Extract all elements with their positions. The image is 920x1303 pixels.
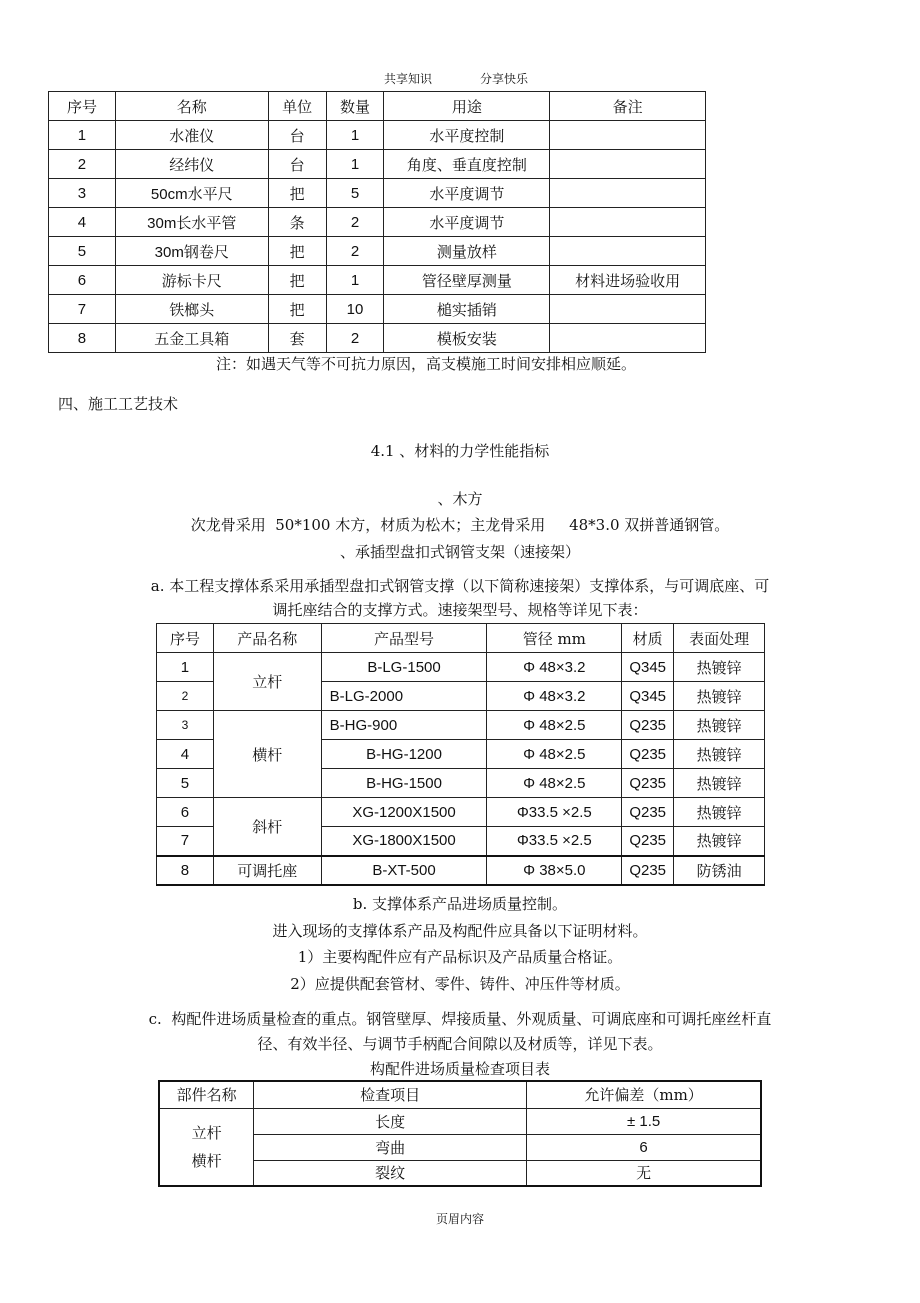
- cell: 2: [326, 324, 384, 353]
- part-name-cell: [159, 1108, 254, 1186]
- cell: B-XT-500: [321, 856, 487, 885]
- paragraph-c-line1: c. 构配件进场质量检查的重点。钢管壁厚、焊接质量、外观质量、可调底座和可调托座丝杆直: [148, 1010, 772, 1028]
- cell: 铁榔头: [115, 295, 268, 324]
- cell: 2: [326, 208, 384, 237]
- cell: 把: [268, 237, 326, 266]
- cell: B-HG-900: [321, 711, 487, 740]
- cell: 30m长水平管: [115, 208, 268, 237]
- wood-text: 次龙骨采用 50*100 木方，材质为松木；主龙骨采用 48*3.0 双拼普通钢管。: [190, 516, 730, 534]
- cell: [550, 324, 706, 353]
- cell: 角度、垂直度控制: [384, 150, 550, 179]
- header-right: 分享快乐: [480, 72, 529, 86]
- table-row: [49, 121, 706, 150]
- header-cell: 材质: [622, 624, 674, 653]
- tools-table: [48, 91, 706, 353]
- section-title: 四、施工工艺技术: [58, 395, 179, 413]
- table-row: [49, 324, 706, 353]
- cell: [550, 295, 706, 324]
- cell: 2: [49, 150, 116, 179]
- part-name-line: 横杆: [191, 1151, 222, 1170]
- header-cell: 数量: [326, 92, 384, 121]
- footer-text: 页眉内容: [435, 1212, 484, 1226]
- cell: Φ 48×3.2: [487, 653, 622, 682]
- table-row: [49, 150, 706, 179]
- cell: Q235: [622, 856, 674, 885]
- cell: 30m钢卷尺: [115, 237, 268, 266]
- table-row: [49, 266, 706, 295]
- cell: [550, 208, 706, 237]
- table-row: [49, 208, 706, 237]
- paragraph-b-text: 进入现场的支撑体系产品及构配件应具备以下证明材料。: [272, 922, 648, 940]
- paragraph-b-title: b. 支撑体系产品进场质量控制。: [352, 895, 568, 913]
- cell: 无: [527, 1160, 761, 1186]
- cell: 槌实插销: [384, 295, 550, 324]
- cell: 把: [268, 266, 326, 295]
- cell: 10: [326, 295, 384, 324]
- cell: Φ 48×2.5: [487, 769, 622, 798]
- cell: 热镀锌: [674, 740, 765, 769]
- cell: [550, 150, 706, 179]
- cell: Φ 48×2.5: [487, 740, 622, 769]
- cell: 6: [527, 1134, 761, 1160]
- cell: 水平度调节: [384, 208, 550, 237]
- header-cell: 检查项目: [254, 1081, 527, 1108]
- cell: 1: [326, 150, 384, 179]
- cell: 6: [157, 798, 214, 827]
- cell: 弯曲: [254, 1134, 527, 1160]
- cell: 1: [49, 121, 116, 150]
- cell: 热镀锌: [674, 798, 765, 827]
- cell: Q235: [622, 711, 674, 740]
- header-cell: 名称: [115, 92, 268, 121]
- cell: 8: [157, 856, 214, 885]
- cell: 热镀锌: [674, 682, 765, 711]
- cell: 50cm水平尺: [115, 179, 268, 208]
- table-row: [157, 711, 765, 740]
- cell: 裂纹: [254, 1160, 527, 1186]
- table-header-row: [157, 624, 765, 653]
- cell: 4: [157, 740, 214, 769]
- group-cell: 斜杆: [213, 798, 321, 856]
- header-cell: 用途: [384, 92, 550, 121]
- cell: 把: [268, 295, 326, 324]
- cell: Φ 48×2.5: [487, 711, 622, 740]
- subsection-title: 4.1 、材料的力学性能指标: [370, 442, 550, 460]
- header-cell: 产品型号: [321, 624, 487, 653]
- cell: 热镀锌: [674, 653, 765, 682]
- header-cell: 管径 mm: [487, 624, 622, 653]
- cell: 长度: [254, 1108, 527, 1134]
- cell: B-HG-1500: [321, 769, 487, 798]
- cell: 台: [268, 121, 326, 150]
- cell: 5: [157, 769, 214, 798]
- check-table-title: 构配件进场质量检查项目表: [369, 1060, 550, 1078]
- cell: XG-1800X1500: [321, 827, 487, 856]
- cell: 把: [268, 179, 326, 208]
- cell: 2: [157, 682, 214, 711]
- cell: 热镀锌: [674, 711, 765, 740]
- cell: B-HG-1200: [321, 740, 487, 769]
- cell: 套: [268, 324, 326, 353]
- table-row: [49, 179, 706, 208]
- cell: Q235: [622, 827, 674, 856]
- paragraph-b-item1: 1）主要构配件应有产品标识及产品质量合格证。: [297, 948, 623, 966]
- cell: 热镀锌: [674, 827, 765, 856]
- header-cell: 单位: [268, 92, 326, 121]
- paragraph-b-item2: 2）应提供配套管材、零件、铸件、冲压件等材质。: [290, 975, 630, 993]
- cell: 游标卡尺: [115, 266, 268, 295]
- header-cell: 部件名称: [159, 1081, 254, 1108]
- paragraph-a-line1: a. 本工程支撑体系采用承插型盘扣式钢管支撑（以下简称速接架）支撑体系，与可调底座、可: [150, 577, 770, 595]
- cell: 模板安装: [384, 324, 550, 353]
- header-cell: 允许偏差（mm）: [527, 1081, 761, 1108]
- cell: [550, 179, 706, 208]
- header-cell: 备注: [550, 92, 706, 121]
- cell: Q235: [622, 798, 674, 827]
- header-cell: 表面处理: [674, 624, 765, 653]
- cell: 1: [157, 653, 214, 682]
- cell: 1: [326, 266, 384, 295]
- cell: Q235: [622, 740, 674, 769]
- cell: Φ33.5 ×2.5: [487, 798, 622, 827]
- paragraph-a-line2: 调托座结合的支撑方式。速接架型号、规格等详见下表：: [272, 601, 648, 619]
- cell: 3: [157, 711, 214, 740]
- cell: Q235: [622, 769, 674, 798]
- cell: 8: [49, 324, 116, 353]
- cell: 2: [326, 237, 384, 266]
- cell: 5: [49, 237, 116, 266]
- header-cell: 产品名称: [213, 624, 321, 653]
- check-table: [158, 1080, 762, 1187]
- cell: 热镀锌: [674, 769, 765, 798]
- cell: 材料进场验收用: [550, 266, 706, 295]
- part-name-line: 立杆: [191, 1123, 222, 1142]
- cell: 管径壁厚测量: [384, 266, 550, 295]
- cell: 测量放样: [384, 237, 550, 266]
- cell: XG-1200X1500: [321, 798, 487, 827]
- group-cell: 可调托座: [213, 856, 321, 885]
- note-text: 注：如遇天气等不可抗力原因，高支模施工时间安排相应顺延。: [216, 355, 637, 373]
- cell: B-LG-2000: [321, 682, 487, 711]
- cell: 台: [268, 150, 326, 179]
- cell: 水准仪: [115, 121, 268, 150]
- cell: 水平度调节: [384, 179, 550, 208]
- cell: Φ33.5 ×2.5: [487, 827, 622, 856]
- table-header-row: [159, 1081, 761, 1108]
- cell: 条: [268, 208, 326, 237]
- table-row: [49, 295, 706, 324]
- table-row: [159, 1108, 761, 1134]
- header-cell: 序号: [157, 624, 214, 653]
- cell: 防锈油: [674, 856, 765, 885]
- table-row: [157, 856, 765, 885]
- cell: 3: [49, 179, 116, 208]
- table-row: [49, 237, 706, 266]
- cell: 7: [49, 295, 116, 324]
- cell: 1: [326, 121, 384, 150]
- cell: [550, 237, 706, 266]
- cell: Q345: [622, 653, 674, 682]
- header-cell: 序号: [49, 92, 116, 121]
- header-left: 共享知识: [384, 72, 433, 86]
- cell: Φ 48×3.2: [487, 682, 622, 711]
- cell: 经纬仪: [115, 150, 268, 179]
- cell: 7: [157, 827, 214, 856]
- spec-table: [156, 623, 765, 886]
- wood-title: 、木方: [437, 490, 483, 508]
- cell: [550, 121, 706, 150]
- group-cell: 立杆: [213, 653, 321, 711]
- cell: 5: [326, 179, 384, 208]
- table-row: [157, 798, 765, 827]
- cell: Φ 38×5.0: [487, 856, 622, 885]
- cell: 6: [49, 266, 116, 295]
- scaffold-title: 、承插型盘扣式钢管支架（速接架）: [339, 543, 580, 561]
- table-header-row: [49, 92, 706, 121]
- group-cell: 横杆: [213, 711, 321, 798]
- cell: 五金工具箱: [115, 324, 268, 353]
- cell: 水平度控制: [384, 121, 550, 150]
- cell: B-LG-1500: [321, 653, 487, 682]
- cell: 4: [49, 208, 116, 237]
- cell: Q345: [622, 682, 674, 711]
- table-row: [157, 653, 765, 682]
- cell: ± 1.5: [527, 1108, 761, 1134]
- paragraph-c-line2: 径、有效半径、与调节手柄配合间隙以及材质等，详见下表。: [257, 1035, 663, 1053]
